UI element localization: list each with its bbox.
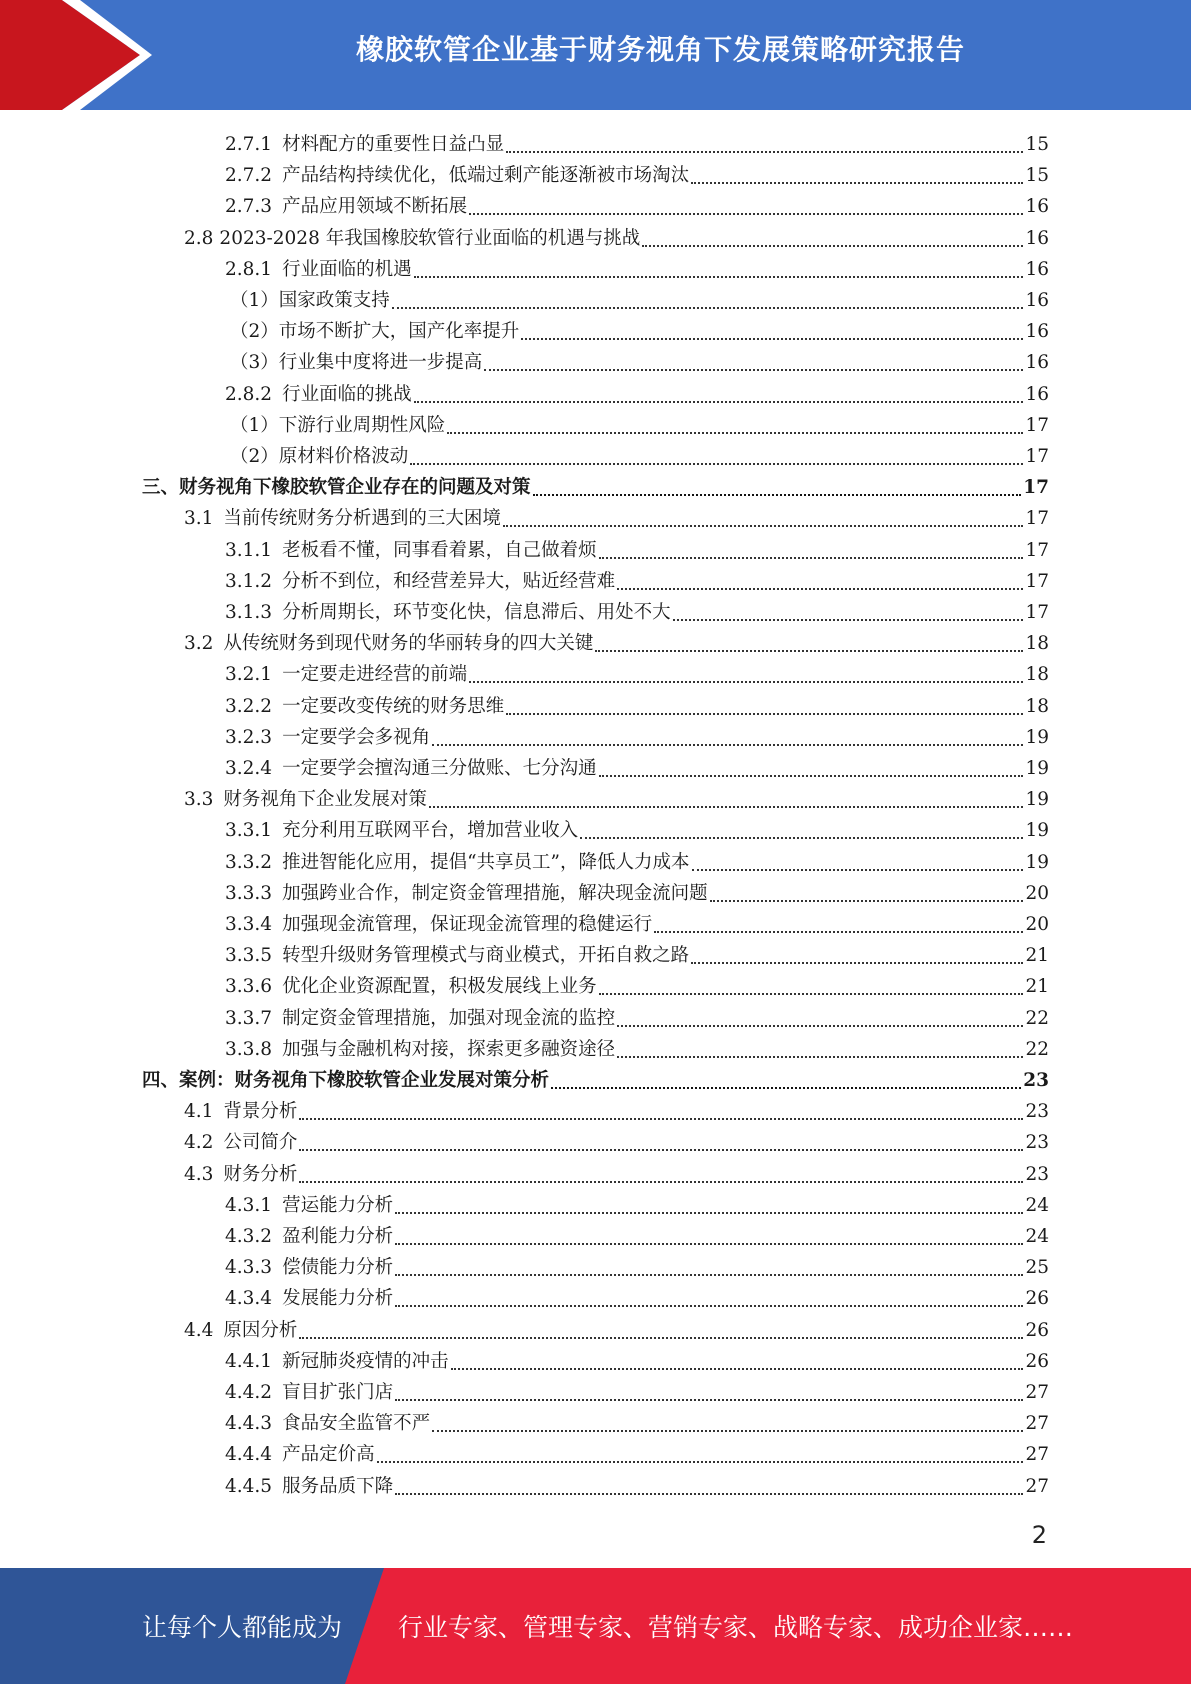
toc-entry-label bbox=[230, 445, 408, 469]
toc-leader-dots bbox=[299, 1163, 1023, 1183]
toc-entry[interactable] bbox=[225, 157, 1049, 188]
toc-leader-dots bbox=[410, 445, 1023, 465]
toc-entry-label bbox=[225, 133, 504, 157]
toc-entry[interactable] bbox=[225, 251, 1049, 282]
toc-leader-dots bbox=[392, 289, 1024, 309]
toc-leader-dots bbox=[595, 632, 1023, 652]
toc-entry-title: 财务分析 bbox=[223, 1163, 298, 1185]
toc-entry-label bbox=[225, 164, 689, 188]
toc-entry-title: 推进智能化应用，提倡“共享员工”，降低人力成本 bbox=[282, 851, 690, 873]
toc-entry[interactable] bbox=[230, 313, 1049, 344]
toc-entry-number: 3.3.4 bbox=[225, 914, 273, 935]
toc-entry-number: 3.3.5 bbox=[225, 945, 273, 967]
toc-entry-page: 24 bbox=[1025, 1194, 1049, 1216]
toc-leader-dots bbox=[710, 882, 1024, 902]
toc-entry-page: 27 bbox=[1025, 1413, 1049, 1435]
toc-entry[interactable] bbox=[225, 688, 1049, 719]
toc-leader-dots bbox=[580, 819, 1023, 839]
toc-entry-number: 3.1.2 bbox=[225, 570, 273, 592]
toc-entry-page: 23 bbox=[1025, 1101, 1049, 1123]
footer-slogan-left: 让每个人都能成为 bbox=[142, 1613, 343, 1642]
toc-entry-number: 4.2 bbox=[184, 1132, 214, 1154]
toc-entry-label bbox=[225, 757, 597, 781]
toc-entry-label bbox=[225, 383, 412, 407]
toc-leader-dots bbox=[377, 1443, 1024, 1463]
toc-entry-label bbox=[225, 975, 597, 999]
toc-entry-label bbox=[225, 882, 708, 906]
toc-entry-label bbox=[225, 1443, 375, 1467]
toc-entry-page: 15 bbox=[1025, 165, 1049, 187]
toc-entry-label bbox=[184, 632, 593, 656]
toc-entry-label bbox=[225, 1256, 393, 1280]
toc-entry[interactable] bbox=[225, 188, 1049, 219]
toc-entry-label bbox=[184, 1319, 297, 1343]
toc-entry-label bbox=[225, 726, 430, 750]
toc-entry-label bbox=[225, 944, 689, 968]
toc-entry-number: 2.7.3 bbox=[225, 196, 273, 218]
toc-leader-dots bbox=[599, 975, 1024, 995]
toc-entry-label bbox=[225, 195, 467, 219]
toc-entry[interactable] bbox=[225, 1187, 1049, 1218]
toc-entry-label bbox=[230, 320, 519, 344]
toc-entry-page: 16 bbox=[1025, 290, 1049, 311]
toc-entry-title: 偿债能力分析 bbox=[282, 1257, 394, 1279]
toc-leader-dots bbox=[691, 944, 1023, 964]
toc-leader-dots bbox=[395, 1256, 1023, 1276]
toc-entry-number: 4.4.5 bbox=[225, 1475, 273, 1497]
toc-entry-number: 4.1 bbox=[184, 1101, 214, 1123]
toc-entry[interactable] bbox=[225, 750, 1049, 781]
toc-entry-label bbox=[225, 1038, 615, 1062]
toc-entry-page: 16 bbox=[1025, 352, 1049, 374]
toc-entry-label bbox=[142, 1069, 549, 1093]
toc-entry-title: 背景分析 bbox=[223, 1101, 298, 1123]
toc-entry-title: 产品应用领域不断拓展 bbox=[282, 196, 468, 218]
toc-leader-dots bbox=[599, 539, 1024, 559]
toc-entry[interactable] bbox=[225, 844, 1049, 875]
toc-entry-label bbox=[230, 289, 390, 313]
toc-entry-page: 26 bbox=[1025, 1350, 1049, 1372]
toc-entry[interactable] bbox=[184, 220, 1049, 251]
toc-entry-page: 16 bbox=[1025, 196, 1049, 218]
toc-leader-dots bbox=[299, 1100, 1023, 1120]
toc-leader-dots bbox=[469, 663, 1023, 683]
toc-entry-label bbox=[225, 1412, 430, 1436]
toc-entry-label bbox=[230, 414, 445, 438]
toc-entry[interactable] bbox=[225, 1031, 1049, 1062]
toc-entry[interactable] bbox=[184, 1156, 1049, 1187]
toc-entry-number: 3.3.8 bbox=[225, 1038, 273, 1060]
toc-entry-number: 4.4.2 bbox=[225, 1382, 273, 1403]
toc-leader-dots bbox=[469, 195, 1023, 215]
toc-leader-dots bbox=[432, 726, 1023, 746]
toc-entry-title: 一定要学会擅沟通三分做账、七分沟通 bbox=[282, 758, 597, 779]
toc-entry-title: 公司简介 bbox=[223, 1132, 298, 1154]
toc-entry-number: 3.2.1 bbox=[225, 664, 273, 686]
toc-leader-dots bbox=[395, 1287, 1023, 1307]
toc-entry[interactable] bbox=[225, 906, 1049, 937]
toc-entry-title: 当前传统财务分析遇到的三大困境 bbox=[223, 508, 501, 530]
toc-entry-label bbox=[225, 1475, 393, 1499]
toc-leader-dots bbox=[692, 851, 1024, 871]
toc-entry[interactable] bbox=[184, 500, 1049, 531]
toc-entry-title: 老板看不懂，同事看着累，自己做着烦 bbox=[282, 539, 597, 561]
toc-entry-title: 一定要走进经营的前端 bbox=[282, 664, 468, 686]
toc-leader-dots bbox=[654, 913, 1023, 933]
toc-entry-number: 4.4.4 bbox=[225, 1444, 273, 1466]
toc-entry-title: 案例：财务视角下橡胶软管企业发展对策分析 bbox=[179, 1070, 550, 1091]
toc-entry-title: 下游行业周期性风险 bbox=[278, 414, 446, 436]
toc-entry-page: 17 bbox=[1023, 477, 1049, 499]
toc-entry-page: 16 bbox=[1025, 383, 1049, 405]
toc-entry-label bbox=[225, 570, 615, 594]
toc-entry-label bbox=[225, 539, 597, 563]
toc-entry-page: 17 bbox=[1025, 539, 1049, 561]
toc-leader-dots bbox=[503, 507, 1024, 527]
toc-entry[interactable] bbox=[225, 376, 1049, 407]
page-number: 2 bbox=[1031, 1521, 1047, 1549]
toc-entry-label bbox=[225, 1350, 449, 1374]
toc-entry-number: 2.7.2 bbox=[225, 165, 273, 187]
toc-entry-page: 26 bbox=[1025, 1319, 1049, 1341]
toc-entry-label bbox=[184, 1100, 297, 1124]
toc-entry-title: 财务视角下橡胶软管企业存在的问题及对策 bbox=[179, 477, 531, 499]
toc-entry-title: 分析周期长，环节变化快，信息滞后、用处不大 bbox=[282, 602, 671, 623]
toc-entry-title: 市场不断扩大，国产化率提升 bbox=[278, 321, 520, 343]
toc-entry-label bbox=[225, 1287, 393, 1311]
toc-entry-number: 3.1 bbox=[184, 508, 214, 530]
toc-entry-label bbox=[225, 913, 652, 937]
toc-entry-label bbox=[225, 819, 578, 843]
toc-entry-page: 17 bbox=[1025, 570, 1049, 592]
toc-entry[interactable] bbox=[225, 594, 1049, 625]
toc-entry-number: 4.4.1 bbox=[225, 1350, 273, 1372]
toc-entry-number: 4.4 bbox=[184, 1319, 214, 1341]
toc-entry-page: 20 bbox=[1025, 914, 1049, 935]
toc-entry[interactable] bbox=[225, 719, 1049, 750]
toc-entry-page: 23 bbox=[1023, 1070, 1049, 1091]
toc-entry-label bbox=[184, 788, 427, 812]
toc-entry-page: 19 bbox=[1025, 820, 1049, 842]
toc-entry-title: 转型升级财务管理模式与商业模式，开拓自救之路 bbox=[282, 945, 690, 967]
toc-entry-number: 3.3 bbox=[184, 789, 214, 811]
toc-entry-page: 22 bbox=[1025, 1038, 1049, 1060]
toc-entry-title: 优化企业资源配置，积极发展线上业务 bbox=[282, 976, 597, 998]
toc-entry-page: 15 bbox=[1025, 134, 1049, 155]
toc-leader-dots bbox=[521, 320, 1023, 340]
toc-entry-number: 2.7.1 bbox=[225, 134, 273, 155]
toc-entry[interactable] bbox=[225, 1468, 1049, 1499]
toc-entry-title: 产品定价高 bbox=[282, 1444, 375, 1466]
toc-entry[interactable] bbox=[184, 1312, 1049, 1343]
toc-entry-title: 行业面临的挑战 bbox=[282, 383, 412, 405]
toc-entry-title: 新冠肺炎疫情的冲击 bbox=[282, 1350, 449, 1372]
toc-entry-label bbox=[184, 507, 501, 531]
toc-leader-dots bbox=[484, 351, 1023, 371]
toc-entry-title: 充分利用互联网平台，增加营业收入 bbox=[282, 820, 579, 842]
toc-leader-dots bbox=[414, 383, 1024, 403]
toc-entry-page: 19 bbox=[1025, 789, 1049, 811]
toc-entry-title: 营运能力分析 bbox=[282, 1194, 394, 1216]
report-title: 橡胶软管企业基于财务视角下发展策略研究报告 bbox=[355, 33, 965, 66]
toc-entry-title: 盈利能力分析 bbox=[282, 1226, 394, 1247]
toc-entry-page: 25 bbox=[1025, 1257, 1049, 1279]
toc-entry[interactable] bbox=[225, 1280, 1049, 1311]
toc-entry-number: 3.3.3 bbox=[225, 882, 273, 904]
toc-entry-page: 21 bbox=[1025, 945, 1049, 967]
toc-leader-dots bbox=[673, 601, 1024, 621]
toc-entry-number: 2.8 bbox=[184, 227, 214, 249]
toc-entry-title: 加强跨业合作，制定资金管理措施，解决现金流问题 bbox=[282, 882, 708, 904]
toc-entry[interactable] bbox=[225, 1374, 1049, 1405]
toc-entry-title: 材料配方的重要性日益凸显 bbox=[282, 134, 505, 155]
toc-leader-dots bbox=[395, 1194, 1023, 1214]
toc-entry-number: 3.2.4 bbox=[225, 758, 273, 779]
toc-entry-title: 盲目扩张门店 bbox=[282, 1382, 394, 1403]
toc-entry[interactable] bbox=[225, 563, 1049, 594]
toc-entry[interactable] bbox=[225, 937, 1049, 968]
toc-entry-number: （2） bbox=[230, 446, 279, 467]
toc-entry-title: 加强现金流管理，保证现金流管理的稳健运行 bbox=[282, 914, 653, 935]
toc-entry-page: 17 bbox=[1025, 602, 1049, 623]
toc-entry[interactable] bbox=[184, 625, 1049, 656]
toc-leader-dots bbox=[447, 414, 1023, 434]
toc-entry-number: 3.2.2 bbox=[225, 695, 273, 717]
toc-entry-number: 四、 bbox=[142, 1070, 180, 1091]
toc-entry-label bbox=[225, 695, 504, 719]
toc-entry-page: 16 bbox=[1025, 258, 1049, 280]
toc-entry-label bbox=[225, 258, 412, 282]
toc-entry-title: 一定要改变传统的财务思维 bbox=[282, 695, 505, 717]
page-footer bbox=[0, 1568, 1191, 1684]
toc-entry[interactable] bbox=[184, 1124, 1049, 1155]
toc-entry-label bbox=[225, 851, 690, 875]
toc-entry-page: 20 bbox=[1025, 882, 1049, 904]
toc-entry-page: 27 bbox=[1025, 1475, 1049, 1497]
toc-entry-page: 17 bbox=[1025, 414, 1049, 436]
toc-entry[interactable] bbox=[225, 1249, 1049, 1280]
toc-entry[interactable] bbox=[225, 968, 1049, 999]
toc-entry-number: （3） bbox=[230, 352, 279, 374]
toc-entry-page: 27 bbox=[1025, 1444, 1049, 1466]
toc-entry-label bbox=[225, 1007, 615, 1031]
toc-entry-number: 三、 bbox=[142, 477, 180, 499]
toc-entry-page: 26 bbox=[1025, 1288, 1049, 1310]
toc-entry[interactable] bbox=[225, 1218, 1049, 1249]
toc-entry[interactable] bbox=[225, 126, 1049, 157]
toc-entry-page: 19 bbox=[1025, 726, 1049, 748]
toc-entry[interactable] bbox=[225, 1405, 1049, 1436]
toc-entry-number: 3.2.3 bbox=[225, 726, 273, 748]
toc-entry-title: 加强与金融机构对接，探索更多融资途径 bbox=[282, 1038, 616, 1060]
toc-entry[interactable] bbox=[184, 1093, 1049, 1124]
toc-entry-number: 3.2 bbox=[184, 633, 214, 655]
toc-leader-dots bbox=[429, 788, 1024, 808]
toc-entry-number: 2.8.1 bbox=[225, 258, 273, 280]
footer-slogan-right: 行业专家、管理专家、营销专家、战略专家、成功企业家…… bbox=[398, 1613, 1074, 1642]
toc-entry-title: 2023-2028 年我国橡胶软管行业面临的机遇与挑战 bbox=[219, 227, 641, 249]
toc-entry[interactable] bbox=[225, 1343, 1049, 1374]
toc-leader-dots bbox=[395, 1475, 1023, 1495]
toc-entry-title: 分析不到位，和经营差异大，贴近经营难 bbox=[282, 570, 616, 592]
toc-entry[interactable] bbox=[225, 1000, 1049, 1031]
toc-entry-page: 27 bbox=[1025, 1382, 1049, 1403]
toc-leader-dots bbox=[551, 1069, 1021, 1089]
toc-entry-number: 3.3.1 bbox=[225, 820, 273, 842]
toc-leader-dots bbox=[395, 1225, 1023, 1245]
toc-entry-number: 3.3.6 bbox=[225, 976, 273, 998]
toc-entry-number: 3.3.2 bbox=[225, 851, 273, 873]
toc-leader-dots bbox=[299, 1319, 1023, 1339]
toc-leader-dots bbox=[432, 1412, 1023, 1432]
toc-entry-label bbox=[230, 351, 482, 375]
toc-entry-page: 23 bbox=[1025, 1163, 1049, 1185]
toc-entry-number: 4.3.4 bbox=[225, 1288, 273, 1310]
toc-entry-number: 4.3.3 bbox=[225, 1257, 273, 1279]
toc-entry-title: 一定要学会多视角 bbox=[282, 726, 431, 748]
toc-entry-title: 服务品质下降 bbox=[282, 1475, 394, 1497]
toc-entry-page: 19 bbox=[1025, 851, 1049, 873]
toc-leader-dots bbox=[617, 570, 1023, 590]
toc-entry-label bbox=[142, 476, 531, 500]
toc-entry-label bbox=[184, 227, 640, 251]
toc-entry-label bbox=[225, 1225, 393, 1249]
toc-entry-label bbox=[184, 1131, 297, 1155]
toc-entry[interactable] bbox=[230, 438, 1049, 469]
toc-entry-page: 21 bbox=[1025, 976, 1049, 998]
toc-entry-number: 3.1.3 bbox=[225, 602, 273, 623]
toc-leader-dots bbox=[451, 1350, 1024, 1370]
toc-entry[interactable] bbox=[230, 407, 1049, 438]
page-header bbox=[0, 0, 1191, 110]
toc-entry-page: 16 bbox=[1025, 321, 1049, 343]
toc-entry-label bbox=[225, 1194, 393, 1218]
toc-leader-dots bbox=[414, 258, 1024, 278]
toc-entry-title: 行业集中度将进一步提高 bbox=[278, 352, 483, 374]
toc-leader-dots bbox=[599, 757, 1024, 777]
toc-entry-page: 18 bbox=[1025, 664, 1049, 686]
toc-entry-page: 18 bbox=[1025, 633, 1049, 655]
toc-entry-number: 4.3.2 bbox=[225, 1226, 273, 1247]
toc-entry-number: 2.8.2 bbox=[225, 383, 273, 405]
toc-leader-dots bbox=[299, 1131, 1023, 1151]
toc-entry-page: 23 bbox=[1025, 1132, 1049, 1154]
toc-entry[interactable] bbox=[225, 656, 1049, 687]
toc-entry-number: （2） bbox=[230, 321, 279, 343]
toc-entry[interactable] bbox=[225, 1436, 1049, 1467]
toc-entry[interactable] bbox=[230, 282, 1049, 313]
toc-leader-dots bbox=[691, 164, 1023, 184]
toc-leader-dots bbox=[617, 1038, 1023, 1058]
toc-entry-page: 16 bbox=[1025, 227, 1049, 249]
toc-entry-page: 24 bbox=[1025, 1226, 1049, 1247]
toc-entry-number: 3.1.1 bbox=[225, 539, 273, 561]
toc-entry-title: 原材料价格波动 bbox=[278, 446, 409, 467]
toc-entry-title: 食品安全监管不严 bbox=[282, 1413, 431, 1435]
toc-entry[interactable] bbox=[184, 781, 1049, 812]
toc-leader-dots bbox=[617, 1007, 1023, 1027]
toc-entry[interactable] bbox=[142, 1062, 1049, 1093]
toc-leader-dots bbox=[506, 695, 1023, 715]
toc-entry-title: 制定资金管理措施，加强对现金流的监控 bbox=[282, 1007, 616, 1029]
toc-entry-number: 4.3.1 bbox=[225, 1194, 273, 1216]
toc-entry-title: 产品结构持续优化，低端过剩产能逐渐被市场淘汰 bbox=[282, 165, 690, 187]
toc-leader-dots bbox=[395, 1381, 1023, 1401]
toc-entry-title: 行业面临的机遇 bbox=[282, 258, 412, 280]
toc-entry-page: 19 bbox=[1025, 758, 1049, 779]
toc-leader-dots bbox=[506, 133, 1023, 153]
toc-entry-title: 财务视角下企业发展对策 bbox=[223, 789, 427, 811]
toc-entry-page: 22 bbox=[1025, 1007, 1049, 1029]
toc-entry[interactable] bbox=[225, 532, 1049, 563]
toc-leader-dots bbox=[533, 476, 1022, 496]
toc-entry-label bbox=[184, 1163, 297, 1187]
toc-entry[interactable] bbox=[225, 812, 1049, 843]
toc-entry-page: 17 bbox=[1025, 508, 1049, 530]
toc-entry-label bbox=[225, 663, 467, 687]
toc-leader-dots bbox=[642, 227, 1023, 247]
toc-entry-page: 17 bbox=[1025, 446, 1049, 467]
toc-entry[interactable] bbox=[142, 469, 1049, 500]
toc-entry[interactable] bbox=[225, 875, 1049, 906]
toc-entry-number: 4.4.3 bbox=[225, 1413, 273, 1435]
toc-entry-label bbox=[225, 1381, 393, 1405]
toc-entry-label bbox=[225, 601, 671, 625]
toc-entry-title: 原因分析 bbox=[223, 1319, 298, 1341]
toc-entry-title: 发展能力分析 bbox=[282, 1288, 394, 1310]
toc-entry-number: （1） bbox=[230, 414, 279, 436]
toc-entry-page: 18 bbox=[1025, 695, 1049, 717]
toc-entry-number: 3.3.7 bbox=[225, 1007, 273, 1029]
toc-entry[interactable] bbox=[230, 344, 1049, 375]
toc-entry-title: 从传统财务到现代财务的华丽转身的四大关键 bbox=[223, 633, 594, 655]
toc-entry-number: 4.3 bbox=[184, 1163, 214, 1185]
toc-entry-number: （1） bbox=[230, 290, 279, 311]
toc-entry-title: 国家政策支持 bbox=[278, 290, 390, 311]
